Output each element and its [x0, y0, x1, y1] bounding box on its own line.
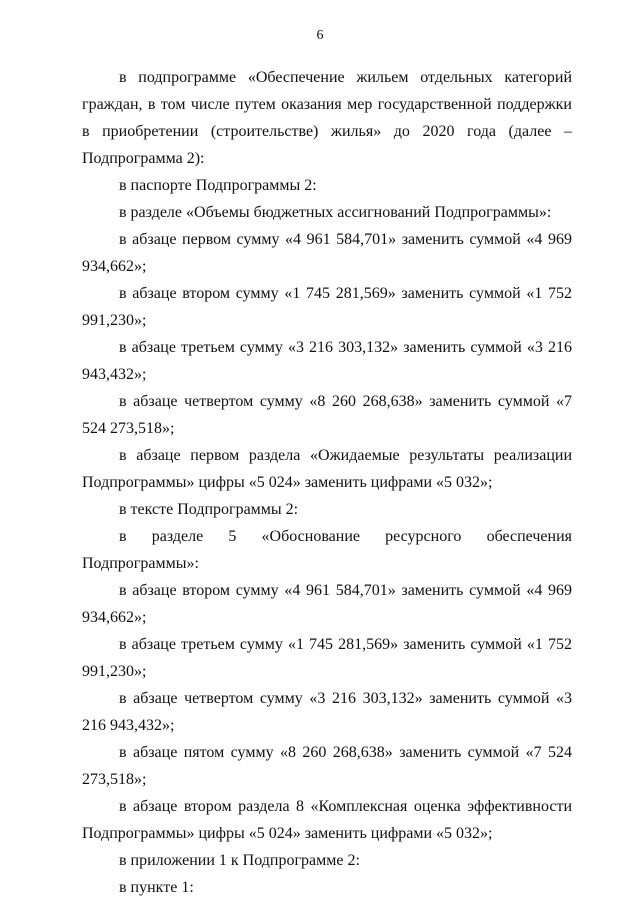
paragraph-text-subprogram: в тексте Подпрограммы 2: — [119, 501, 299, 518]
paragraph-section-5: в разделе 5 «Обоснование ресурсного обеспечения Подпрограммы»: — [82, 528, 572, 572]
paragraph-s5-amount-fifth: в абзаце пятом сумму «8 260 268,638» заменить суммой «7 524 273,518»; — [82, 744, 572, 788]
page-number: 6 — [316, 28, 324, 43]
paragraph-section-budget: в разделе «Объемы бюджетных ассигнований Подпрограммы»: — [119, 204, 552, 221]
paragraph-amount-first: в абзаце первом сумму «4 961 584,701» заменить суммой «4 969 934,662»; — [82, 231, 572, 275]
document-body — [82, 64, 572, 901]
paragraph-amount-second: в абзаце втором сумму «1 745 281,569» заменить суммой «1 752 991,230»; — [82, 285, 572, 329]
paragraph-s5-amount-fourth: в абзаце четвертом сумму «3 216 303,132» заменить суммой «3 216 943,432»; — [82, 690, 572, 734]
paragraph-point-1: в пункте 1: — [119, 879, 194, 896]
paragraph-passport: в паспорте Подпрограммы 2: — [119, 177, 317, 194]
paragraph-s5-amount-third: в абзаце третьем сумму «1 745 281,569» заменить суммой «1 752 991,230»; — [82, 636, 572, 680]
paragraph-appendix-1: в приложении 1 к Подпрограмме 2: — [119, 852, 360, 869]
paragraph-amount-fourth: в абзаце четвертом сумму «8 260 268,638» заменить суммой «7 524 273,518»; — [82, 393, 572, 437]
paragraph-expected-results: в абзаце первом раздела «Ожидаемые результаты реализации Подпрограммы» цифры «5 024» заменить цифрами «5 032»; — [82, 447, 572, 491]
paragraph-s5-amount-second: в абзаце втором сумму «4 961 584,701» заменить суммой «4 969 934,662»; — [82, 582, 572, 626]
paragraph-subprogram-intro: в подпрограмме «Обеспечение жильем отдельных категорий граждан, в том числе путем оказания мер государственной поддержки в приобретении (строительстве) жилья» до 2020 года (далее – Подпрограмма 2): — [82, 69, 572, 167]
paragraph-section-8: в абзаце втором раздела 8 «Комплексная оценка эффективности Подпрограммы» цифры «5 024» заменить цифрами «5 032»; — [82, 798, 572, 842]
paragraph-amount-third: в абзаце третьем сумму «3 216 303,132» заменить суммой «3 216 943,432»; — [82, 339, 572, 383]
